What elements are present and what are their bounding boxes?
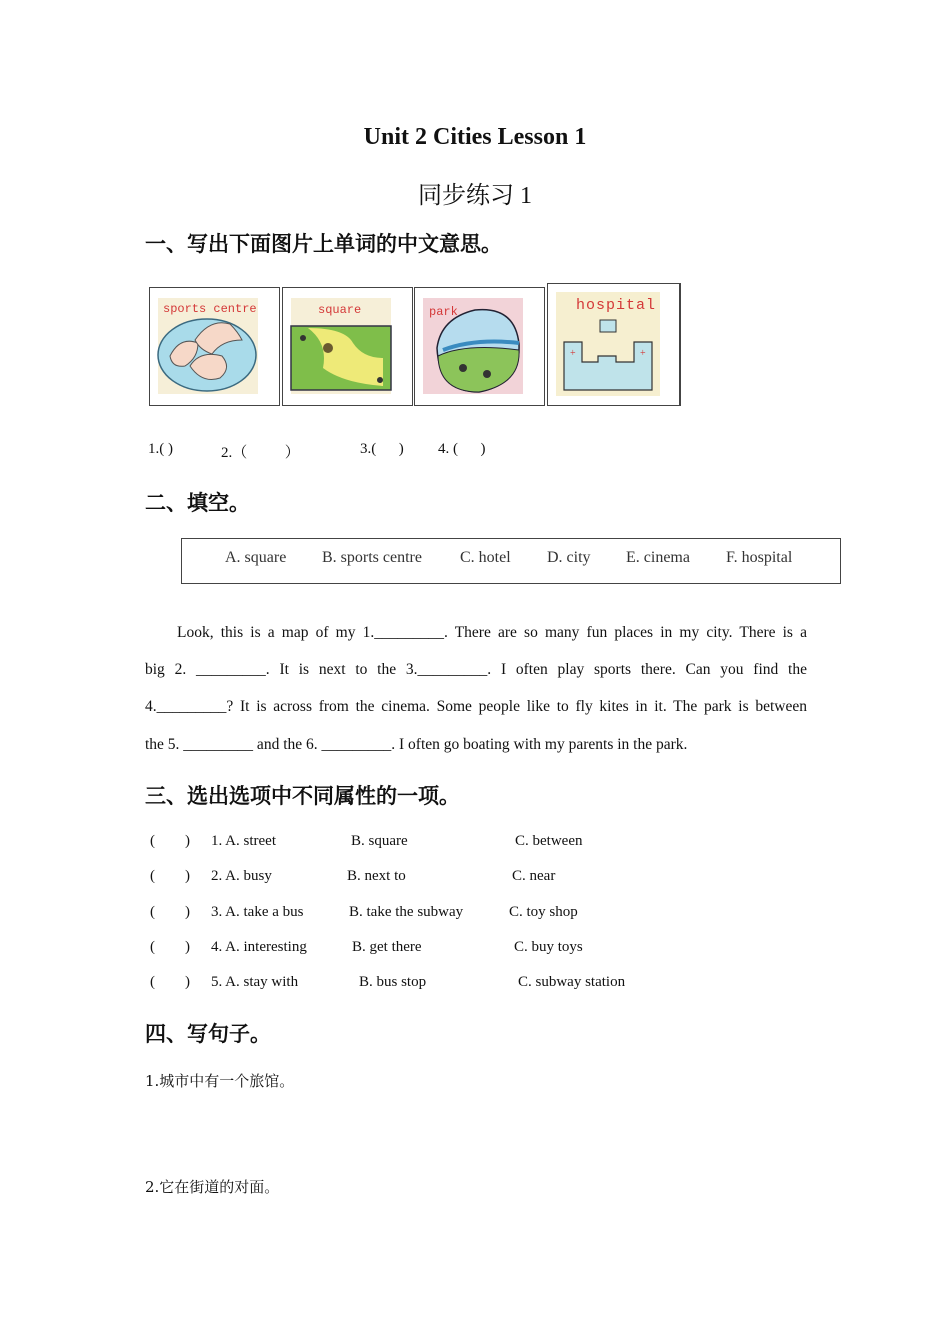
word-option-d: D. city <box>547 549 591 566</box>
svg-text:+: + <box>640 348 646 359</box>
square-picture <box>282 287 413 406</box>
answer-bracket[interactable]: ( ) <box>150 904 190 920</box>
option-a: 4. A. interesting <box>211 939 307 955</box>
option-c: C. near <box>512 868 556 884</box>
hospital-picture <box>547 283 680 406</box>
option-b: B. square <box>351 833 408 849</box>
page-subtitle: 同步练习 1 <box>418 183 532 209</box>
answer-blank-1[interactable]: 1.( ) <box>148 441 173 457</box>
park-label: park <box>429 305 458 319</box>
answer-blank-3[interactable]: 3.( ) <box>360 441 404 457</box>
section-1-heading: 一、写出下面图片上单词的中文意思。 <box>145 232 502 256</box>
passage-line-4: the 5. _________ and the 6. _________. I often go boating with my parents in the park. <box>145 736 688 753</box>
word-option-c: C. hotel <box>460 549 511 566</box>
option-a: 3. A. take a bus <box>211 904 304 920</box>
hospital-label: hospital <box>576 297 657 314</box>
option-b: B. take the subway <box>349 904 464 920</box>
svg-text:+: + <box>570 348 576 359</box>
option-a: 1. A. street <box>211 833 276 849</box>
option-c: C. between <box>515 833 583 849</box>
option-b: B. bus stop <box>359 974 427 990</box>
park-picture <box>414 287 545 406</box>
sports-centre-label: sports centre <box>163 302 257 316</box>
word-bank-box <box>181 538 841 584</box>
sentence-prompt-2: 2.它在街道的对面。 <box>145 1178 280 1196</box>
sports-centre-picture <box>149 287 280 406</box>
word-option-a: A. square <box>225 549 287 566</box>
option-c: C. subway station <box>518 974 626 990</box>
option-c: C. buy toys <box>514 939 583 955</box>
answer-bracket[interactable]: ( ) <box>150 974 190 990</box>
passage-line-1: Look, this is a map of my 1._________. There are so many fun places in my city. There is a <box>177 624 807 641</box>
passage-line-2: big 2. _________. It is next to the 3._________. I often play sports there. Can you find the <box>145 661 807 678</box>
passage-line-3: 4._________? It is across from the cinema. Some people like to fly kites in it. The park is between <box>145 698 807 715</box>
word-option-f: F. hospital <box>726 549 793 566</box>
answer-blank-2[interactable]: 2.（ ） <box>221 445 300 461</box>
option-b: B. get there <box>352 939 422 955</box>
option-b: B. next to <box>347 868 406 884</box>
word-option-b: B. sports centre <box>322 549 422 566</box>
answer-blank-4[interactable]: 4. ( ) <box>438 441 486 457</box>
answer-bracket[interactable]: ( ) <box>150 939 190 955</box>
section-2-heading: 二、填空。 <box>145 491 250 515</box>
section-3-heading: 三、选出选项中不同属性的一项。 <box>145 784 460 808</box>
page-title: Unit 2 Cities Lesson 1 <box>363 124 587 150</box>
square-label: square <box>318 303 362 317</box>
option-a: 2. A. busy <box>211 868 272 884</box>
answer-bracket[interactable]: ( ) <box>150 868 190 884</box>
picture-frame-edge <box>680 283 683 406</box>
sentence-prompt-1: 1.城市中有一个旅馆。 <box>145 1072 295 1090</box>
section-4-heading: 四、写句子。 <box>145 1022 271 1046</box>
word-option-e: E. cinema <box>626 549 690 566</box>
option-c: C. toy shop <box>509 904 578 920</box>
option-a: 5. A. stay with <box>211 974 299 990</box>
answer-bracket[interactable]: ( ) <box>150 833 190 849</box>
